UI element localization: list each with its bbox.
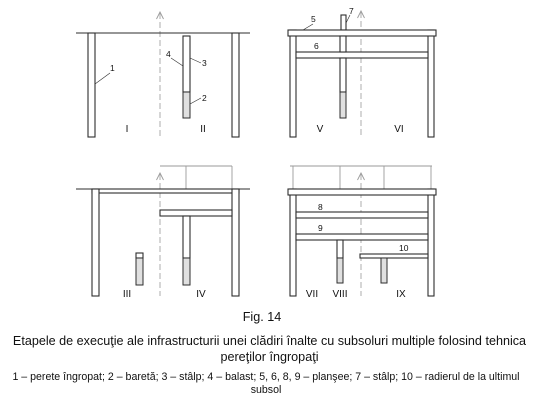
column-stage-iv — [183, 216, 190, 258]
diaphragm-wall-left — [88, 33, 95, 137]
stage-label-vii: VII — [305, 289, 319, 300]
ground-floor-slab — [288, 189, 436, 195]
leader-line-3 — [190, 58, 201, 63]
barrette-stage-iv — [183, 258, 190, 285]
callout-3: 3 — [202, 58, 207, 68]
diaphragm-wall-right — [232, 33, 239, 137]
callout-5: 5 — [311, 14, 316, 24]
callout-1: 1 — [110, 63, 115, 73]
callout-10: 10 — [399, 243, 409, 253]
barrette — [183, 92, 190, 118]
barrette-stage-ix — [381, 258, 387, 283]
column-in-ballast — [340, 58, 346, 92]
stage-label-viii: VIII — [332, 289, 348, 300]
figure-title: Etapele de execuţie ale infrastructurii unei clădiri înalte cu subsoluri multiple folosind tehnica pereţilor îngropaţi — [12, 334, 527, 364]
diaphragm-wall-left — [290, 189, 296, 296]
stage-label-vi: VI — [394, 124, 404, 135]
figure-number: Fig. 14 — [242, 310, 282, 324]
basement-slab-6 — [296, 52, 428, 58]
leader-line-1 — [95, 73, 110, 84]
stage-label-iii: III — [122, 289, 132, 300]
callout-9: 9 — [318, 223, 323, 233]
panel-stages-v-vi — [288, 6, 436, 137]
stage-label-i: I — [125, 124, 129, 135]
diaphragm-wall-right — [232, 189, 239, 296]
barrette — [340, 92, 346, 118]
diaphragm-wall-left — [290, 30, 296, 137]
column-in-ballast — [183, 36, 190, 92]
column-stage-iii — [136, 253, 143, 258]
ground-floor-slab — [92, 189, 239, 193]
stage-label-iv: IV — [196, 289, 206, 300]
basement-slab-9 — [296, 234, 428, 240]
diaphragm-wall-left — [92, 189, 99, 296]
leader-line-5 — [303, 24, 313, 30]
superstructure-column — [341, 15, 346, 30]
leader-line-2 — [190, 98, 201, 104]
callout-2: 2 — [202, 93, 207, 103]
basement-slab-8 — [296, 212, 428, 218]
callout-4: 4 — [166, 49, 171, 59]
panel-stages-vii-viii-ix — [288, 166, 436, 300]
callout-6: 6 — [314, 41, 319, 51]
stage-label-ii: II — [200, 124, 206, 135]
barrette-stage-iii — [136, 258, 143, 285]
ground-floor-slab — [288, 30, 436, 36]
callout-7: 7 — [349, 6, 354, 16]
diaphragm-wall-right — [428, 189, 434, 296]
stage-label-v: V — [316, 124, 324, 135]
basement-slab — [160, 210, 232, 216]
leader-line-7 — [346, 15, 350, 23]
barrette-stage-viii — [337, 258, 343, 283]
column-between-slabs — [340, 36, 346, 52]
foundation-raft-10 — [360, 254, 428, 258]
stage-label-ix: IX — [396, 289, 406, 300]
callout-8: 8 — [318, 202, 323, 212]
diaphragm-wall-right — [428, 30, 434, 137]
leader-line-4 — [171, 58, 183, 66]
panel-stages-iii-iv — [76, 166, 250, 300]
panel-stages-i-ii — [76, 12, 250, 137]
figure-legend: 1 – perete îngropat; 2 – baretă; 3 – stâlp; 4 – balast; 5, 6, 8, 9 – planşee; 7 – stâlp; 10 – radierul de la ultimul subsol — [12, 371, 520, 396]
column-stage-viii — [337, 240, 343, 258]
